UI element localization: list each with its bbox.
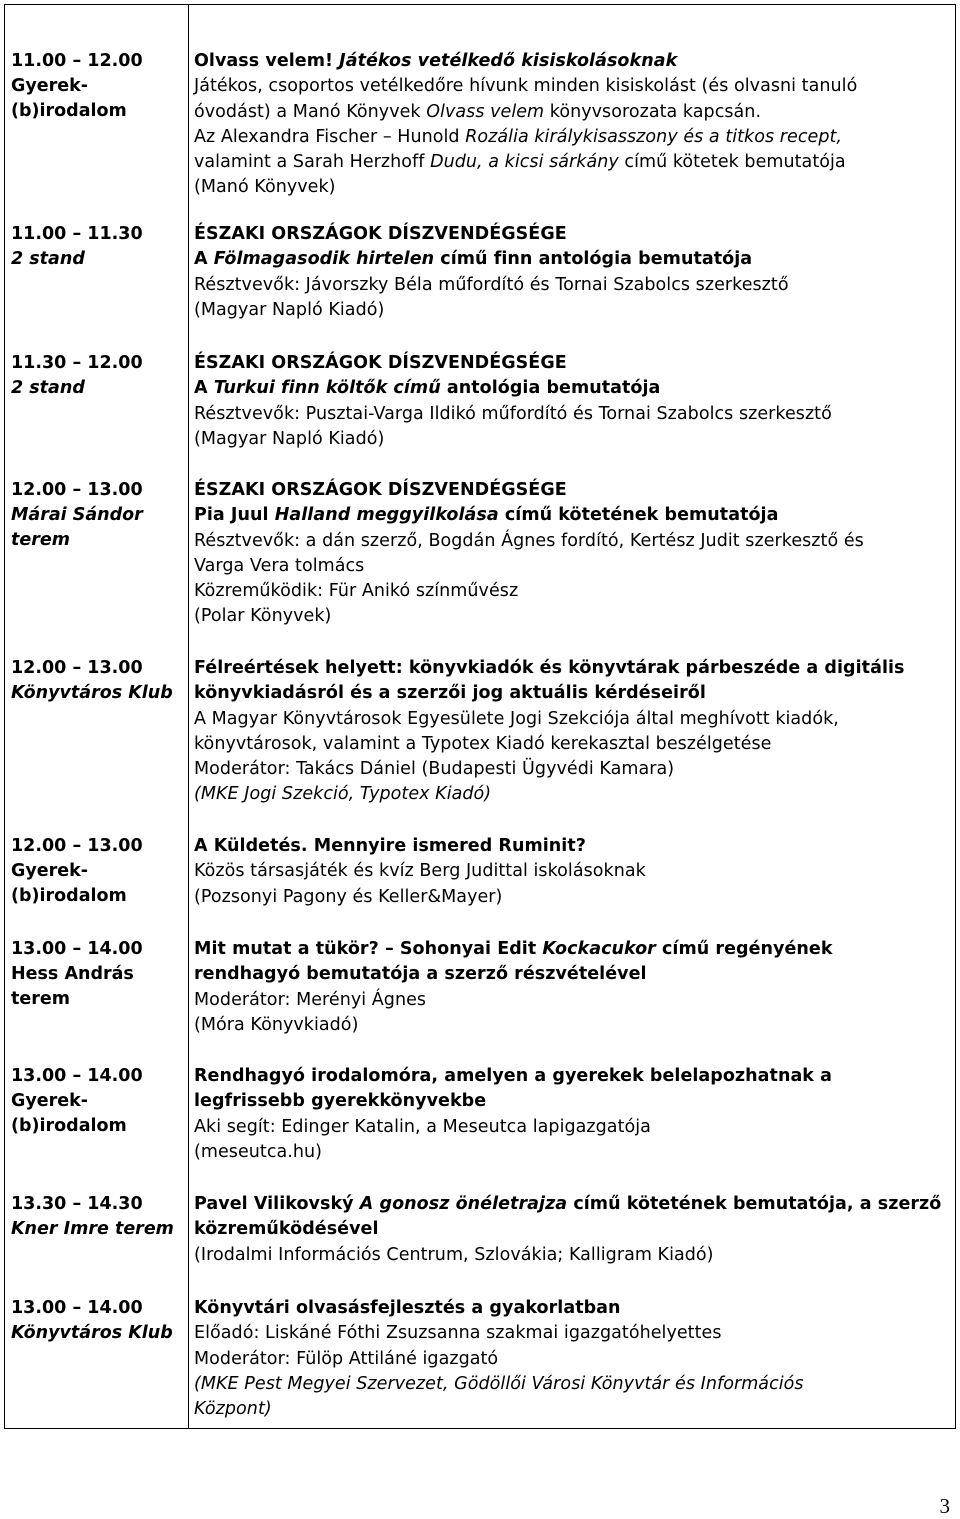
text-segment: (Manó Könyvek) (194, 177, 336, 198)
session-description (194, 1192, 949, 1268)
session-time: 12.00 – 13.00 (11, 658, 143, 678)
text-segment: Előadó: Liskáné Fóthi Zsuzsanna szakmai igazgatóhelyettes (194, 1323, 722, 1344)
text-segment: Közreműködik: Für Anikó színművész (194, 581, 519, 602)
session-description (194, 937, 949, 1038)
text-segment: Rendhagyó irodalomóra, amelyen a gyerekek belelapozhatnak a (194, 1066, 832, 1086)
text-segment: A Magyar Könyvtárosok Egyesülete Jogi Szekciója által meghívott kiadók, (194, 708, 839, 729)
description-line (194, 1243, 949, 1268)
session-time: 13.00 – 14.00 (11, 939, 143, 959)
description-line (194, 529, 949, 554)
text-segment: (Pozsonyi Pagony és Keller&Mayer) (194, 886, 503, 907)
description-line (194, 988, 949, 1013)
text-segment: legfrissebb gyerekkönyvekbe (194, 1091, 487, 1112)
session-time: 11.00 – 12.00 (11, 51, 143, 71)
description-line (194, 885, 949, 910)
description-line (194, 1140, 949, 1165)
session-room: Gyerek-(b)irodalom (11, 861, 127, 906)
session-description (194, 1296, 949, 1422)
text-segment: című finn antológia bemutatója (434, 249, 753, 270)
session-description (194, 656, 949, 808)
description-line (194, 656, 949, 681)
session-time-room (11, 49, 183, 124)
text-segment: könyvkiadásról és a szerzői jog aktuális kérdéseiről (194, 683, 706, 704)
session-description (194, 1064, 949, 1165)
session-time-room (11, 1064, 183, 1139)
text-segment: valamint a Sarah Herzhoff (194, 152, 431, 173)
text-segment: A (194, 378, 214, 399)
text-segment: Kockacukor (542, 939, 656, 959)
session-room: 2 stand (11, 378, 85, 398)
description-line (194, 478, 949, 503)
text-segment: Mit mutat a tükör? – Sohonyai Edit (194, 939, 543, 959)
session-time: 13.00 – 14.00 (11, 1066, 143, 1086)
text-segment: ÉSZAKI ORSZÁGOK DÍSZVENDÉGSÉGE (194, 224, 567, 244)
description-line (194, 49, 949, 74)
text-segment: A gonosz önéletrajza (359, 1194, 568, 1214)
text-segment: (meseutca.hu) (194, 1141, 323, 1162)
text-segment: Turkui finn költők című (213, 378, 441, 399)
session-room: Könyvtáros Klub (11, 1323, 173, 1343)
description-line (194, 74, 949, 99)
session-time-room (11, 656, 183, 706)
text-segment: Moderátor: Merényi Ágnes (194, 989, 427, 1010)
text-segment: óvodást) a Manó Könyvek (194, 101, 427, 122)
description-line (194, 681, 949, 706)
text-segment: antológia bemutatója (440, 378, 661, 399)
text-segment: Varga Vera tolmács (194, 555, 365, 576)
description-line (194, 1217, 949, 1242)
session-description (194, 351, 949, 452)
description-line (194, 554, 949, 579)
text-segment: (Móra Könyvkiadó) (194, 1014, 359, 1035)
session-time: 13.30 – 14.30 (11, 1194, 143, 1214)
text-segment: A Küldetés. Mennyire ismered Ruminit? (194, 836, 586, 856)
description-line (194, 247, 949, 272)
text-segment: Az Alexandra Fischer – Hunold (194, 126, 466, 147)
text-segment: ÉSZAKI ORSZÁGOK DÍSZVENDÉGSÉGE (194, 353, 567, 373)
session-room: 2 stand (11, 249, 85, 269)
session-time: 13.00 – 14.00 (11, 1298, 143, 1318)
text-segment: Félreértések helyett: könyvkiadók és könyvtárak párbeszéde a digitális (194, 658, 905, 678)
text-segment: Halland meggyilkolása (274, 505, 499, 526)
description-line (194, 1064, 949, 1089)
description-line (194, 962, 949, 987)
program-table (4, 4, 956, 1429)
description-line (194, 1321, 949, 1346)
session-time: 12.00 – 13.00 (11, 480, 143, 500)
text-segment: Moderátor: Takács Dániel (Budapesti Ügyvédi Kamara) (194, 759, 675, 780)
text-segment: Moderátor: Fülöp Attiláné igazgató (194, 1348, 499, 1369)
text-segment: Résztvevők: Jávorszky Béla műfordító és Tornai Szabolcs szerkesztő (194, 274, 789, 295)
description-line (194, 1347, 949, 1372)
session-room: Kner Imre terem (11, 1219, 174, 1239)
text-segment: közreműködésével (194, 1219, 379, 1240)
description-line (194, 402, 949, 427)
session-time-room (11, 1192, 183, 1242)
session-description (194, 834, 949, 910)
text-segment: című kötetek bemutatója (618, 152, 846, 173)
text-segment: (MKE Jogi Szekció, Typotex Kiadó) (194, 784, 492, 805)
text-segment: (Magyar Napló Kiadó) (194, 428, 385, 449)
description-line (194, 1372, 949, 1397)
column-divider (188, 5, 189, 1428)
description-line (194, 707, 949, 732)
session-time-room (11, 351, 183, 401)
description-line (194, 125, 949, 150)
description-line (194, 1089, 949, 1114)
text-segment: Fölmagasodik hirtelen (213, 249, 435, 270)
description-line (194, 1192, 949, 1217)
session-time-room (11, 937, 183, 1012)
text-segment: Olvass velem (426, 101, 545, 122)
description-line (194, 298, 949, 323)
description-line (194, 732, 949, 757)
description-line (194, 782, 949, 807)
description-line (194, 503, 949, 528)
text-segment: könyvsorozata kapcsán. (544, 101, 762, 122)
description-line (194, 150, 949, 175)
description-line (194, 757, 949, 782)
description-line (194, 376, 949, 401)
text-segment: című kötetének bemutatója (498, 505, 779, 526)
session-room: Gyerek-(b)irodalom (11, 1091, 127, 1136)
text-segment: (Polar Könyvek) (194, 606, 332, 627)
session-time-room (11, 222, 183, 272)
text-segment: Könyvtári olvasásfejlesztés a gyakorlatban (194, 1298, 621, 1318)
text-segment: Játékos, csoportos vetélkedőre hívunk minden kisiskolást (és olvasni tanuló (194, 76, 858, 97)
description-line (194, 834, 949, 859)
session-room: Márai Sándor terem (11, 505, 143, 550)
text-segment: Központ) (194, 1399, 272, 1420)
session-time-room (11, 1296, 183, 1346)
text-segment: A (194, 249, 214, 270)
text-segment: könyvtárosok, valamint a Typotex Kiadó kerekasztal beszélgetése (194, 733, 772, 754)
session-room: Könyvtáros Klub (11, 683, 173, 703)
text-segment: Közös társasjáték és kvíz Berg Judittal iskolásoknak (194, 861, 646, 882)
session-description (194, 49, 949, 201)
text-segment: Dudu, a kicsi sárkány (430, 152, 619, 173)
description-line (194, 1013, 949, 1038)
session-description (194, 478, 949, 630)
text-segment: Résztvevők: Pusztai-Varga Ildikó műfordító és Tornai Szabolcs szerkesztő (194, 403, 832, 424)
text-segment: Rozália királykisasszony és a titkos recept, (465, 126, 843, 147)
description-line (194, 1115, 949, 1140)
description-line (194, 579, 949, 604)
session-time: 11.00 – 11.30 (11, 224, 143, 244)
text-segment: rendhagyó bemutatója a szerző részvételével (194, 964, 647, 985)
description-line (194, 427, 949, 452)
text-segment: című regényének (655, 939, 833, 959)
description-line (194, 937, 949, 962)
description-line (194, 1397, 949, 1422)
text-segment: Pia Juul (194, 505, 275, 526)
session-description (194, 222, 949, 323)
session-time-room (11, 478, 183, 553)
description-line (194, 859, 949, 884)
description-line (194, 604, 949, 629)
text-segment: Aki segít: Edinger Katalin, a Meseutca lapigazgatója (194, 1116, 651, 1137)
text-segment: (Irodalmi Információs Centrum, Szlovákia; Kalligram Kiadó) (194, 1244, 714, 1265)
description-line (194, 351, 949, 376)
session-room: Gyerek-(b)irodalom (11, 76, 127, 121)
text-segment: (Magyar Napló Kiadó) (194, 299, 385, 320)
text-segment: Résztvevők: a dán szerző, Bogdán Ágnes fordító, Kertész Judit szerkesztő és (194, 530, 864, 551)
description-line (194, 273, 949, 298)
session-time-room (11, 834, 183, 909)
page-number: 3 (939, 1494, 950, 1518)
session-room: Hess András terem (11, 964, 134, 1009)
description-line (194, 175, 949, 200)
text-segment: Játékos vetélkedő kisiskolásoknak (339, 51, 678, 71)
description-line (194, 222, 949, 247)
text-segment: (MKE Pest Megyei Szervezet, Gödöllői Városi Könyvtár és Információs (194, 1373, 804, 1394)
description-line (194, 100, 949, 125)
description-line (194, 1296, 949, 1321)
text-segment: című kötetének bemutatója, a szerző (567, 1194, 942, 1214)
text-segment: Pavel Vilikovský (194, 1194, 360, 1214)
session-time: 11.30 – 12.00 (11, 353, 143, 373)
session-time: 12.00 – 13.00 (11, 836, 143, 856)
text-segment: Olvass velem! (194, 51, 340, 71)
text-segment: ÉSZAKI ORSZÁGOK DÍSZVENDÉGSÉGE (194, 480, 567, 500)
